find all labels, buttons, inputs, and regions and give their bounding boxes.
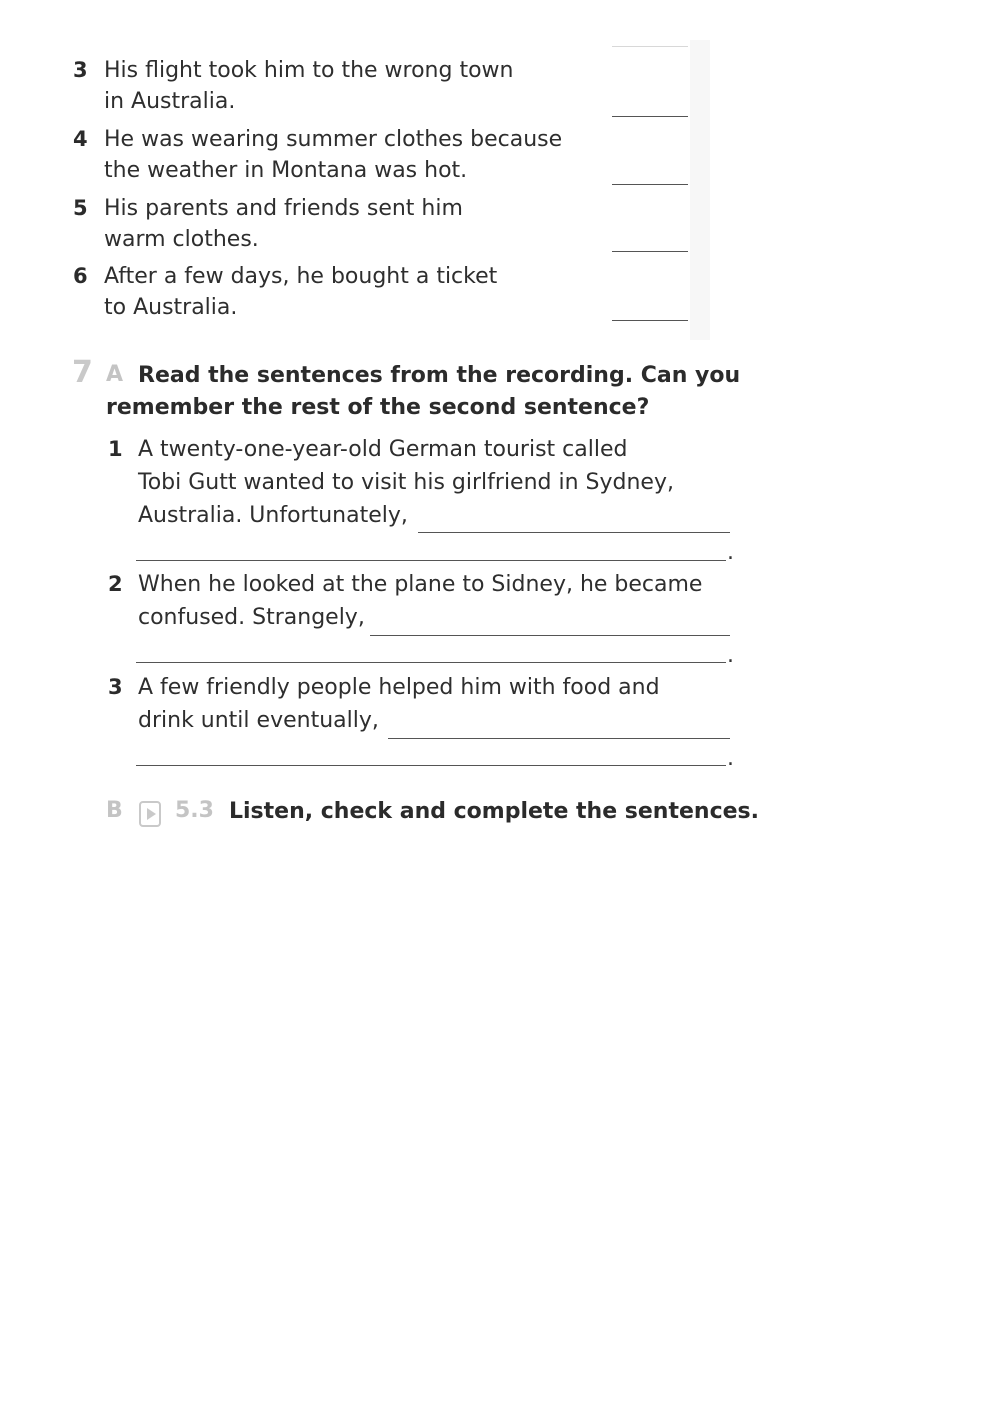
question-number: 3 xyxy=(108,675,123,699)
question-text: Australia. Unfortunately, xyxy=(138,503,408,528)
answer-blank[interactable] xyxy=(612,320,688,321)
question-text: A twenty-one-year-old German tourist called xyxy=(138,437,628,462)
audio-play-icon[interactable] xyxy=(139,801,161,827)
sentence-period: . xyxy=(727,746,734,771)
statement-text: He was wearing summer clothes because xyxy=(104,127,563,152)
exercise-number: 7 xyxy=(72,355,93,390)
scan-shadow xyxy=(690,40,710,340)
statement-text: to Australia. xyxy=(104,295,238,320)
question-text: When he looked at the plane to Sidney, he became xyxy=(138,572,703,597)
statement-text: After a few days, he bought a ticket xyxy=(104,264,498,289)
question-text: confused. Strangely, xyxy=(138,605,365,630)
part-a-instruction: Read the sentences from the recording. Can you xyxy=(138,363,741,388)
statement-text: in Australia. xyxy=(104,89,236,114)
track-number: 5.3 xyxy=(175,798,214,823)
fill-in-blank[interactable] xyxy=(388,738,730,739)
part-a-letter: A xyxy=(106,362,124,387)
statement-text: His parents and friends sent him xyxy=(104,196,463,221)
top-faint-line xyxy=(612,46,688,47)
answer-blank[interactable] xyxy=(612,116,688,117)
answer-blank[interactable] xyxy=(612,251,688,252)
part-b-letter: B xyxy=(106,798,123,823)
answer-blank[interactable] xyxy=(612,184,688,185)
sentence-period: . xyxy=(727,540,734,565)
statement-number: 6 xyxy=(73,264,88,288)
question-number: 1 xyxy=(108,437,123,461)
fill-in-blank[interactable] xyxy=(136,765,726,766)
question-text: drink until eventually, xyxy=(138,708,379,733)
statement-number: 5 xyxy=(73,196,88,220)
fill-in-blank[interactable] xyxy=(136,560,726,561)
part-a-instruction: remember the rest of the second sentence? xyxy=(106,395,650,420)
sentence-period: . xyxy=(727,643,734,668)
fill-in-blank[interactable] xyxy=(136,662,726,663)
question-text: Tobi Gutt wanted to visit his girlfriend in Sydney, xyxy=(138,470,674,495)
question-number: 2 xyxy=(108,572,123,596)
part-b-instruction: Listen, check and complete the sentences. xyxy=(229,799,759,824)
fill-in-blank[interactable] xyxy=(370,635,730,636)
statement-number: 3 xyxy=(73,58,88,82)
statement-text: His flight took him to the wrong town xyxy=(104,58,514,83)
question-text: A few friendly people helped him with food and xyxy=(138,675,660,700)
fill-in-blank[interactable] xyxy=(418,532,730,533)
statement-number: 4 xyxy=(73,127,88,151)
statement-text: warm clothes. xyxy=(104,227,259,252)
statement-text: the weather in Montana was hot. xyxy=(104,158,468,183)
